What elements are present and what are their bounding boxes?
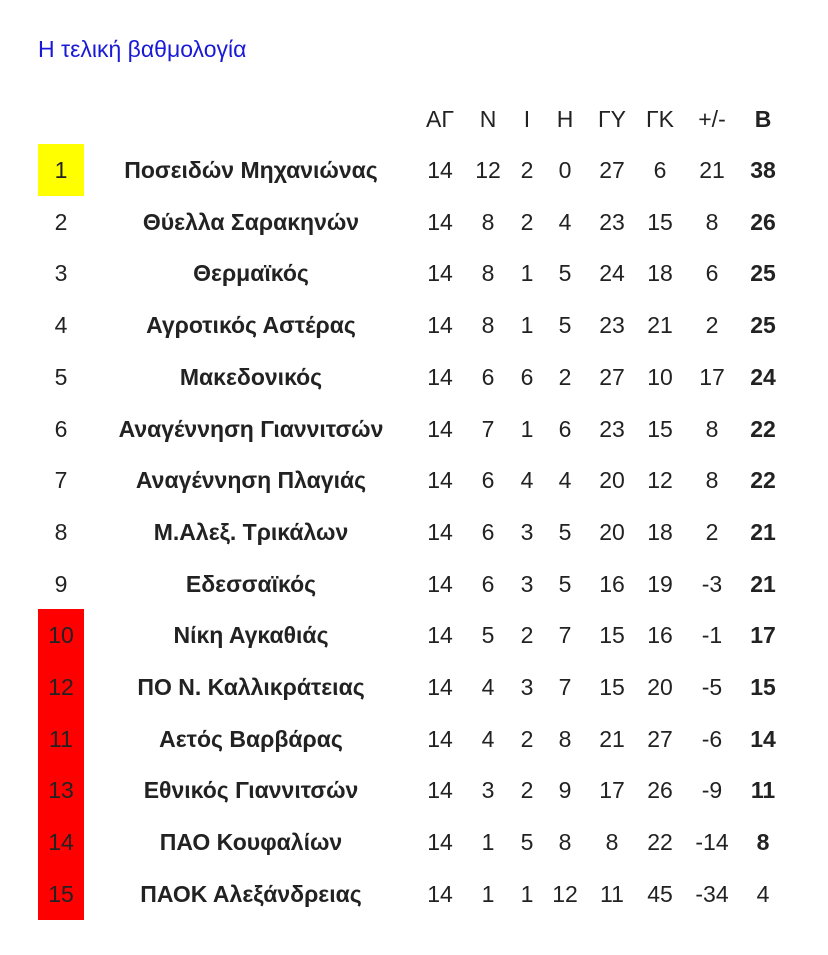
position-cell: 11 [38, 713, 84, 765]
cell-h: 12 [552, 880, 578, 907]
header-gy: ΓΥ [597, 106, 626, 132]
position-cell: 2 [54, 208, 68, 235]
team-name: Αετός Βαρβάρας [159, 725, 343, 752]
cell-points: 17 [750, 622, 776, 649]
table-row [0, 558, 828, 610]
cell-gk: 27 [647, 725, 673, 752]
cell-i: 6 [520, 363, 534, 390]
team-name: Θερμαϊκός [193, 260, 309, 287]
table-row [0, 713, 828, 765]
cell-gk: 15 [647, 208, 673, 235]
cell-points: 24 [750, 363, 776, 390]
cell-gk: 18 [647, 518, 673, 545]
cell-gk: 12 [647, 467, 673, 494]
cell-gk: 10 [647, 363, 673, 390]
header-i: Ι [523, 106, 531, 132]
cell-ag: 14 [427, 725, 453, 752]
cell-i: 2 [520, 777, 534, 804]
cell-gy: 20 [599, 467, 625, 494]
table-row [0, 764, 828, 816]
table-header [0, 93, 828, 145]
team-name: ΠΑΟ Κουφαλίων [159, 829, 343, 856]
cell-ag: 14 [427, 622, 453, 649]
cell-gk: 20 [647, 674, 673, 700]
cell-n: 3 [481, 777, 495, 804]
team-name: Ποσειδών Μηχανιώνας [124, 157, 378, 183]
cell-points: 22 [750, 415, 776, 442]
cell-i: 1 [520, 260, 534, 287]
cell-gk: 21 [647, 312, 673, 339]
cell-n: 8 [481, 260, 495, 287]
position-cell: 4 [54, 312, 68, 339]
team-name: ΠΑΟΚ Αλεξάνδρειας [140, 880, 362, 907]
cell-points: 26 [750, 208, 776, 235]
table-row [0, 661, 828, 713]
cell-ag: 14 [427, 518, 453, 545]
cell-points: 25 [750, 312, 776, 339]
cell-ag: 14 [427, 363, 453, 390]
cell-n: 6 [481, 467, 495, 494]
table-row [0, 351, 828, 403]
cell-gk: 6 [653, 157, 667, 183]
table-row [0, 144, 828, 196]
cell-gd: -3 [701, 570, 723, 597]
cell-ag: 14 [427, 260, 453, 287]
cell-ag: 14 [427, 880, 453, 907]
cell-h: 0 [558, 157, 572, 183]
header-b: Β [754, 106, 772, 132]
cell-h: 7 [558, 622, 572, 649]
position-cell: 8 [54, 518, 68, 545]
cell-points: 22 [750, 467, 776, 494]
cell-points: 11 [750, 777, 776, 804]
cell-points: 25 [750, 260, 776, 287]
table-row [0, 868, 828, 920]
cell-points: 21 [750, 570, 776, 597]
cell-n: 8 [481, 208, 495, 235]
cell-gk: 18 [647, 260, 673, 287]
cell-i: 1 [520, 312, 534, 339]
cell-ag: 14 [427, 157, 453, 183]
cell-n: 4 [481, 674, 495, 700]
position-cell: 15 [38, 868, 84, 920]
team-name: Θύελλα Σαρακηνών [142, 208, 360, 235]
cell-n: 6 [481, 570, 495, 597]
cell-gd: -6 [701, 725, 723, 752]
cell-h: 5 [558, 312, 572, 339]
cell-gd: 2 [705, 518, 719, 545]
cell-n: 6 [481, 518, 495, 545]
cell-n: 4 [481, 725, 495, 752]
cell-ag: 14 [427, 777, 453, 804]
cell-gy: 15 [599, 622, 625, 649]
cell-gk: 26 [647, 777, 673, 804]
position-cell: 9 [54, 570, 68, 597]
cell-gd: -34 [695, 880, 729, 907]
cell-gd: 6 [705, 260, 719, 287]
cell-gy: 24 [599, 260, 625, 287]
cell-gk: 16 [647, 622, 673, 649]
cell-h: 6 [558, 415, 572, 442]
cell-h: 2 [558, 363, 572, 390]
cell-ag: 14 [427, 674, 453, 700]
position-cell: 6 [54, 415, 68, 442]
table-row [0, 299, 828, 351]
cell-h: 5 [558, 518, 572, 545]
cell-h: 4 [558, 467, 572, 494]
header-gd: +/- [698, 106, 726, 132]
cell-gd: 8 [705, 415, 719, 442]
team-name: Αναγέννηση Πλαγιάς [135, 467, 367, 494]
table-row [0, 609, 828, 661]
cell-h: 9 [558, 777, 572, 804]
cell-i: 2 [520, 622, 534, 649]
cell-points: 14 [750, 725, 776, 752]
team-name: Εδεσσαϊκός [185, 570, 317, 597]
cell-n: 1 [481, 829, 495, 856]
team-name: ΠΟ Ν. Καλλικράτειας [137, 674, 365, 700]
team-name: Αγροτικός Αστέρας [146, 312, 356, 339]
table-row [0, 247, 828, 299]
cell-n: 5 [481, 622, 495, 649]
cell-n: 6 [481, 363, 495, 390]
table-row [0, 506, 828, 558]
cell-ag: 14 [427, 415, 453, 442]
cell-n: 7 [481, 415, 495, 442]
cell-ag: 14 [427, 312, 453, 339]
cell-i: 3 [520, 518, 534, 545]
cell-i: 1 [520, 880, 534, 907]
cell-gy: 23 [599, 208, 625, 235]
position-cell: 12 [38, 661, 84, 713]
cell-ag: 14 [427, 467, 453, 494]
cell-n: 8 [481, 312, 495, 339]
cell-gy: 17 [599, 777, 625, 804]
cell-gd: -5 [701, 674, 723, 700]
cell-gy: 21 [599, 725, 625, 752]
table-row [0, 816, 828, 868]
cell-h: 5 [558, 570, 572, 597]
cell-gy: 8 [605, 829, 619, 856]
cell-ag: 14 [427, 570, 453, 597]
cell-i: 4 [520, 467, 534, 494]
header-n: Ν [479, 106, 497, 132]
cell-h: 4 [558, 208, 572, 235]
cell-ag: 14 [427, 829, 453, 856]
cell-gk: 19 [647, 570, 673, 597]
cell-i: 2 [520, 208, 534, 235]
team-name: Αναγέννηση Γιαννιτσών [118, 415, 384, 442]
cell-gd: -14 [695, 829, 729, 856]
cell-gk: 22 [647, 829, 673, 856]
table-row [0, 403, 828, 455]
cell-gy: 23 [599, 415, 625, 442]
cell-i: 5 [520, 829, 534, 856]
table-row [0, 454, 828, 506]
cell-ag: 14 [427, 208, 453, 235]
header-ag: ΑΓ [425, 106, 454, 132]
cell-h: 8 [558, 829, 572, 856]
cell-h: 7 [558, 674, 572, 700]
cell-gy: 16 [599, 570, 625, 597]
position-cell: 1 [38, 144, 84, 196]
cell-gy: 15 [599, 674, 625, 700]
table-row [0, 196, 828, 248]
cell-gd: -9 [701, 777, 723, 804]
cell-gd: 2 [705, 312, 719, 339]
cell-gd: 21 [699, 157, 725, 183]
cell-points: 4 [756, 880, 770, 907]
cell-i: 2 [520, 725, 534, 752]
cell-gy: 27 [599, 363, 625, 390]
page-title: Η τελική βαθμολογία [38, 36, 247, 62]
team-name: Μ.Αλεξ. Τρικάλων [153, 518, 349, 545]
cell-gd: -1 [701, 622, 723, 649]
cell-gd: 8 [705, 467, 719, 494]
position-cell: 10 [38, 609, 84, 661]
position-cell: 7 [54, 467, 68, 494]
cell-points: 8 [756, 829, 770, 856]
cell-gy: 11 [600, 880, 624, 907]
cell-i: 2 [520, 157, 534, 183]
cell-i: 1 [520, 415, 534, 442]
team-name: Εθνικός Γιαννιτσών [143, 777, 359, 804]
cell-points: 38 [750, 157, 776, 183]
position-cell: 5 [54, 363, 68, 390]
cell-h: 5 [558, 260, 572, 287]
position-cell: 3 [54, 260, 68, 287]
cell-n: 1 [481, 880, 495, 907]
cell-gy: 27 [599, 157, 625, 183]
team-name: Νίκη Αγκαθιάς [173, 622, 329, 649]
position-cell: 14 [38, 816, 84, 868]
cell-h: 8 [558, 725, 572, 752]
cell-gk: 45 [647, 880, 673, 907]
header-gk: ΓΚ [645, 106, 674, 132]
cell-gy: 20 [599, 518, 625, 545]
team-name: Μακεδονικός [179, 363, 323, 390]
cell-gd: 17 [699, 363, 725, 390]
cell-n: 12 [475, 157, 501, 183]
cell-i: 3 [520, 570, 534, 597]
cell-points: 21 [750, 518, 776, 545]
position-cell: 13 [38, 764, 84, 816]
cell-gk: 15 [647, 415, 673, 442]
header-h: Η [556, 106, 574, 132]
cell-i: 3 [520, 674, 534, 700]
cell-points: 15 [750, 674, 776, 700]
cell-gy: 23 [599, 312, 625, 339]
cell-gd: 8 [705, 208, 719, 235]
